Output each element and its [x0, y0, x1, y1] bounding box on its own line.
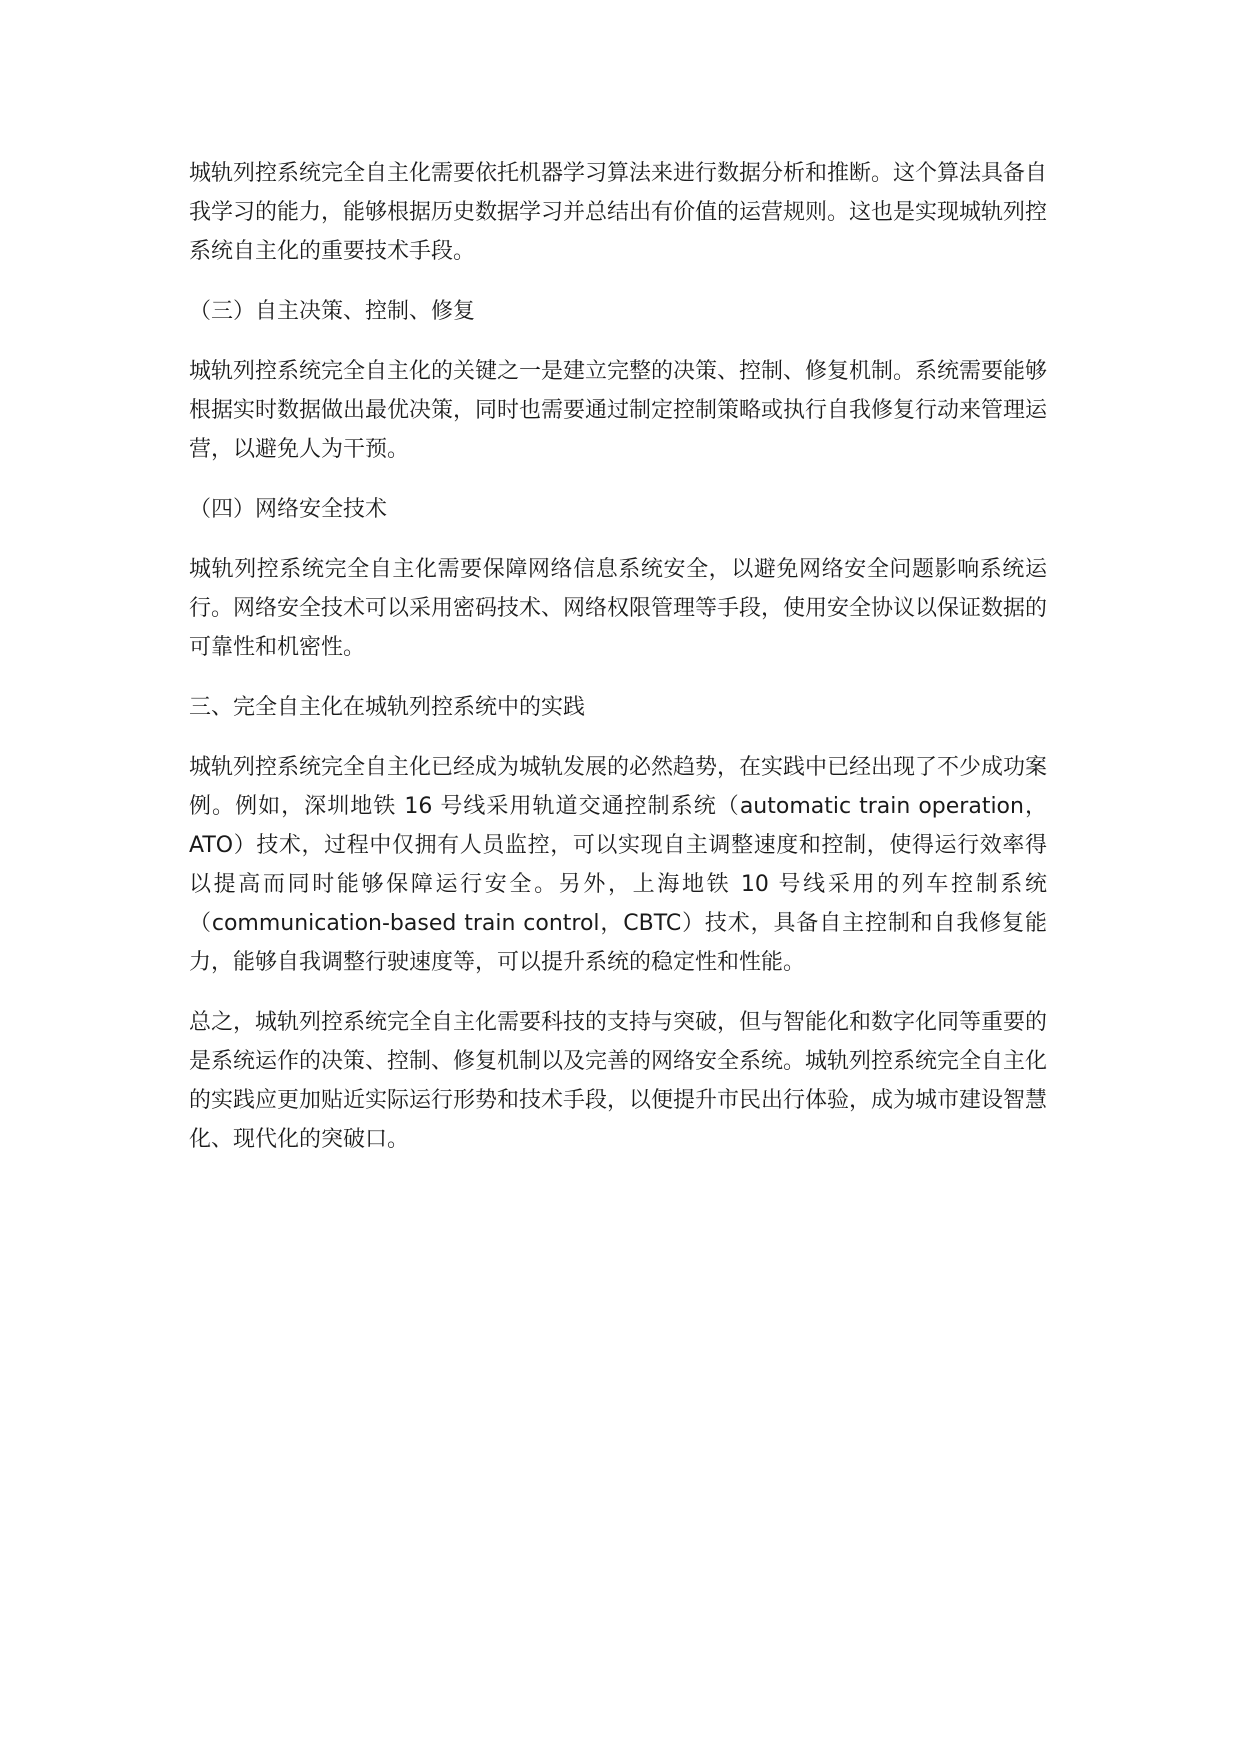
- section-heading-autonomous-decision: （三）自主决策、控制、修复: [189, 299, 476, 324]
- paragraph-conclusion: 总之，城轨列控系统完全自主化需要科技的支持与突破，但与智能化和数字化同等重要的是系统运作的决策、控制、修复机制以及完善的网络安全系统。城轨列控系统完全自主化的实践应更加贴近实际运行形势和技术手段，以便提升市民出行体验，成为城市建设智慧化、现代化的突破口。: [189, 1010, 1048, 1152]
- section-heading-network-security: （四）网络安全技术: [189, 497, 388, 522]
- paragraph-practice-cases: 城轨列控系统完全自主化已经成为城轨发展的必然趋势，在实践中已经出现了不少成功案例。例如，深圳地铁 16 号线采用轨道交通控制系统（automatic train operation，ATO）技术，过程中仅拥有人员监控，可以实现自主调整速度和控制，使得运行效率得以提高而同时能够保障运行安全。另外，上海地铁 10 号线采用的列车控制系统（communication-based train control，CBTC）技术，具备自主控制和自我修复能力，能够自我调整行驶速度等，可以提升系统的稳定性和性能。: [189, 755, 1048, 975]
- paragraph-machine-learning: 城轨列控系统完全自主化需要依托机器学习算法来进行数据分析和推断。这个算法具备自我学习的能力，能够根据历史数据学习并总结出有价值的运营规则。这也是实现城轨列控系统自主化的重要技术手段。: [189, 161, 1048, 264]
- document-body: [189, 154, 1047, 1180]
- paragraph-decision-control-repair: 城轨列控系统完全自主化的关键之一是建立完整的决策、控制、修复机制。系统需要能够根据实时数据做出最优决策，同时也需要通过制定控制策略或执行自我修复行动来管理运营，以避免人为干预。: [189, 359, 1048, 462]
- section-heading-practice: 三、完全自主化在城轨列控系统中的实践: [189, 695, 586, 720]
- paragraph-network-security: 城轨列控系统完全自主化需要保障网络信息系统安全，以避免网络安全问题影响系统运行。网络安全技术可以采用密码技术、网络权限管理等手段，使用安全协议以保证数据的可靠性和机密性。: [189, 557, 1048, 660]
